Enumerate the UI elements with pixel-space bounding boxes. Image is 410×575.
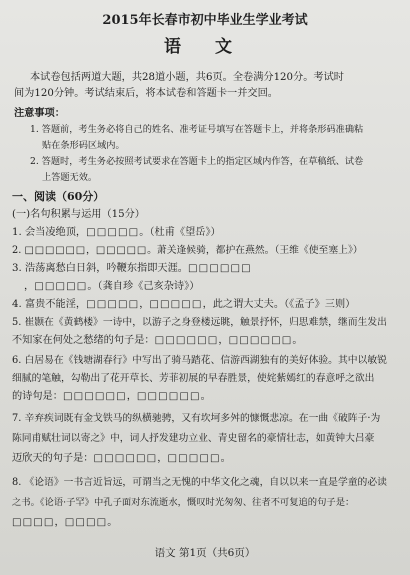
q7-text: 迈欣天的句子是： [12, 453, 94, 464]
q4-source: ，此之谓大丈夫。（《孟子》三则） [202, 299, 356, 310]
q2-source: 。萧关逢候骑，都护在燕然。（王维《使至塞上》） [147, 245, 363, 256]
note-1-line-2: 贴在条形码区域内。 [42, 140, 125, 151]
question-4 [12, 298, 355, 312]
question-7-line-3 [12, 452, 231, 466]
question-6-line-3 [12, 390, 211, 404]
q1-text: 1. 会当凌绝顶， [12, 227, 87, 238]
q7-period: 。 [220, 453, 231, 464]
note-1-line-1: 1. 答题前，考生务必将自己的姓名、准考证号填写在答题卡上，并将条形码准确粘 [30, 124, 364, 135]
notes-heading: 注意事项： [14, 107, 65, 119]
q4-answer-boxes-1: □□□□□ [86, 299, 140, 310]
q7-answer-boxes-1: □□□□□□ [93, 453, 158, 464]
section-heading: 一、阅读（60分） [12, 190, 105, 203]
question-1 [12, 226, 221, 240]
q3-source: 。（龚自珍《己亥杂诗》） [87, 281, 200, 292]
question-3-line-2 [24, 280, 199, 294]
q6-period: 。 [200, 391, 211, 402]
subsection-heading: (一)名句积累与运用（15分） [12, 209, 145, 220]
intro-line-1: 本试卷包括两道大题，共28道小题，共6页。全卷满分120分。考试时 [30, 72, 344, 83]
q4-text: 4. 富贵不能淫， [12, 299, 87, 310]
subject-title: 语 文 [164, 37, 246, 57]
q7-comma: ， [157, 453, 168, 464]
q6-answer-boxes-2: □□□□□□ [136, 391, 201, 402]
q5-answer-boxes-2: □□□□□□ [228, 335, 293, 346]
q3-answer-boxes-1: □□□□□□ [187, 263, 252, 274]
q2-answer-boxes-2: □□□□□ [95, 245, 148, 256]
question-7-line-2: 陈同甫赋壮词以寄之》中，词人抒发建功立业、青史留名的豪情壮志，如黄钟大吕豪 [12, 433, 375, 444]
q8-comma: ， [54, 517, 65, 528]
question-8-line-3 [12, 516, 117, 530]
question-8-line-1: 8. 《论语》一书言近旨远，可谓当之无愧的中华文化之魂，自以以来一直是学童的必读 [12, 477, 387, 488]
question-5-line-2 [12, 334, 303, 348]
q1-answer-boxes: □□□□□ [86, 227, 140, 238]
q2-comma: ， [86, 245, 96, 256]
q8-answer-boxes-1: □□□□ [12, 517, 55, 528]
page-footer: 语文 第1页（共6页） [154, 547, 256, 559]
note-2-line-2: 上答题无效。 [42, 172, 98, 183]
question-8-line-2: 之书。《论语·子罕》中孔子面对东流逝水，慨叹时光匆匆、往者不可复追的句子是： [12, 497, 355, 508]
q3-answer-boxes-2: □□□□□ [34, 281, 88, 292]
exam-title: 2015年长春市初中毕业生学业考试 [102, 13, 308, 28]
note-2-line-1: 2. 答题时，考生务必按照考试要求在答题卡上的指定区域内作答，在草稿纸、试卷 [30, 156, 364, 167]
q2-answer-boxes-1: □□□□□□ [24, 245, 87, 256]
q5-text: 不知家在何处之愁绪的句子是： [12, 335, 155, 346]
question-6-line-2: 细腻的笔触，勾勒出了花开草长、芳菲初展的早春胜景，使姹紫嫣红的春意呼之欲出 [12, 373, 375, 384]
q2-number: 2. [12, 245, 25, 256]
q5-period: 。 [292, 335, 303, 346]
q6-answer-boxes-1: □□□□□□ [62, 391, 127, 402]
intro-line-2: 间为120分钟。考试结束后，将本试卷和答题卡一并交回。 [14, 88, 278, 99]
q6-comma: ， [126, 391, 137, 402]
question-3-line-1 [12, 262, 252, 276]
q5-answer-boxes-1: □□□□□□ [154, 335, 219, 346]
q7-answer-boxes-2: □□□□□ [167, 453, 221, 464]
question-2 [12, 244, 363, 258]
question-5-line-1: 5. 崔颢在《黄鹤楼》一诗中，以游子之身登楼远眺，触景抒怀，归思难禁，继而生发出 [12, 317, 387, 328]
q6-text: 的诗句是： [12, 391, 63, 402]
q3-text: 3. 浩荡离愁白日斜，吟鞭东指即天涯。 [12, 263, 188, 274]
q8-answer-boxes-2: □□□□ [64, 517, 108, 528]
q5-comma: ， [218, 335, 229, 346]
q8-period: 。 [107, 517, 118, 528]
q4-comma: ， [139, 299, 150, 310]
question-7-line-1: 7. 辛弃疾词既有金戈铁马的纵横驰骋，又有坎坷多舛的慷慨悲凉。在一曲《破阵子·为 [12, 413, 381, 424]
q4-answer-boxes-2: □□□□□ [149, 299, 203, 310]
q1-source: 。（杜甫《望岳》） [139, 227, 221, 238]
question-6-line-1: 6. 白居易在《钱塘湖春行》中写出了骑马踏花、信游西湖独有的美好体验。其中以敏锐 [12, 355, 387, 366]
q3-comma: ， [24, 281, 35, 292]
